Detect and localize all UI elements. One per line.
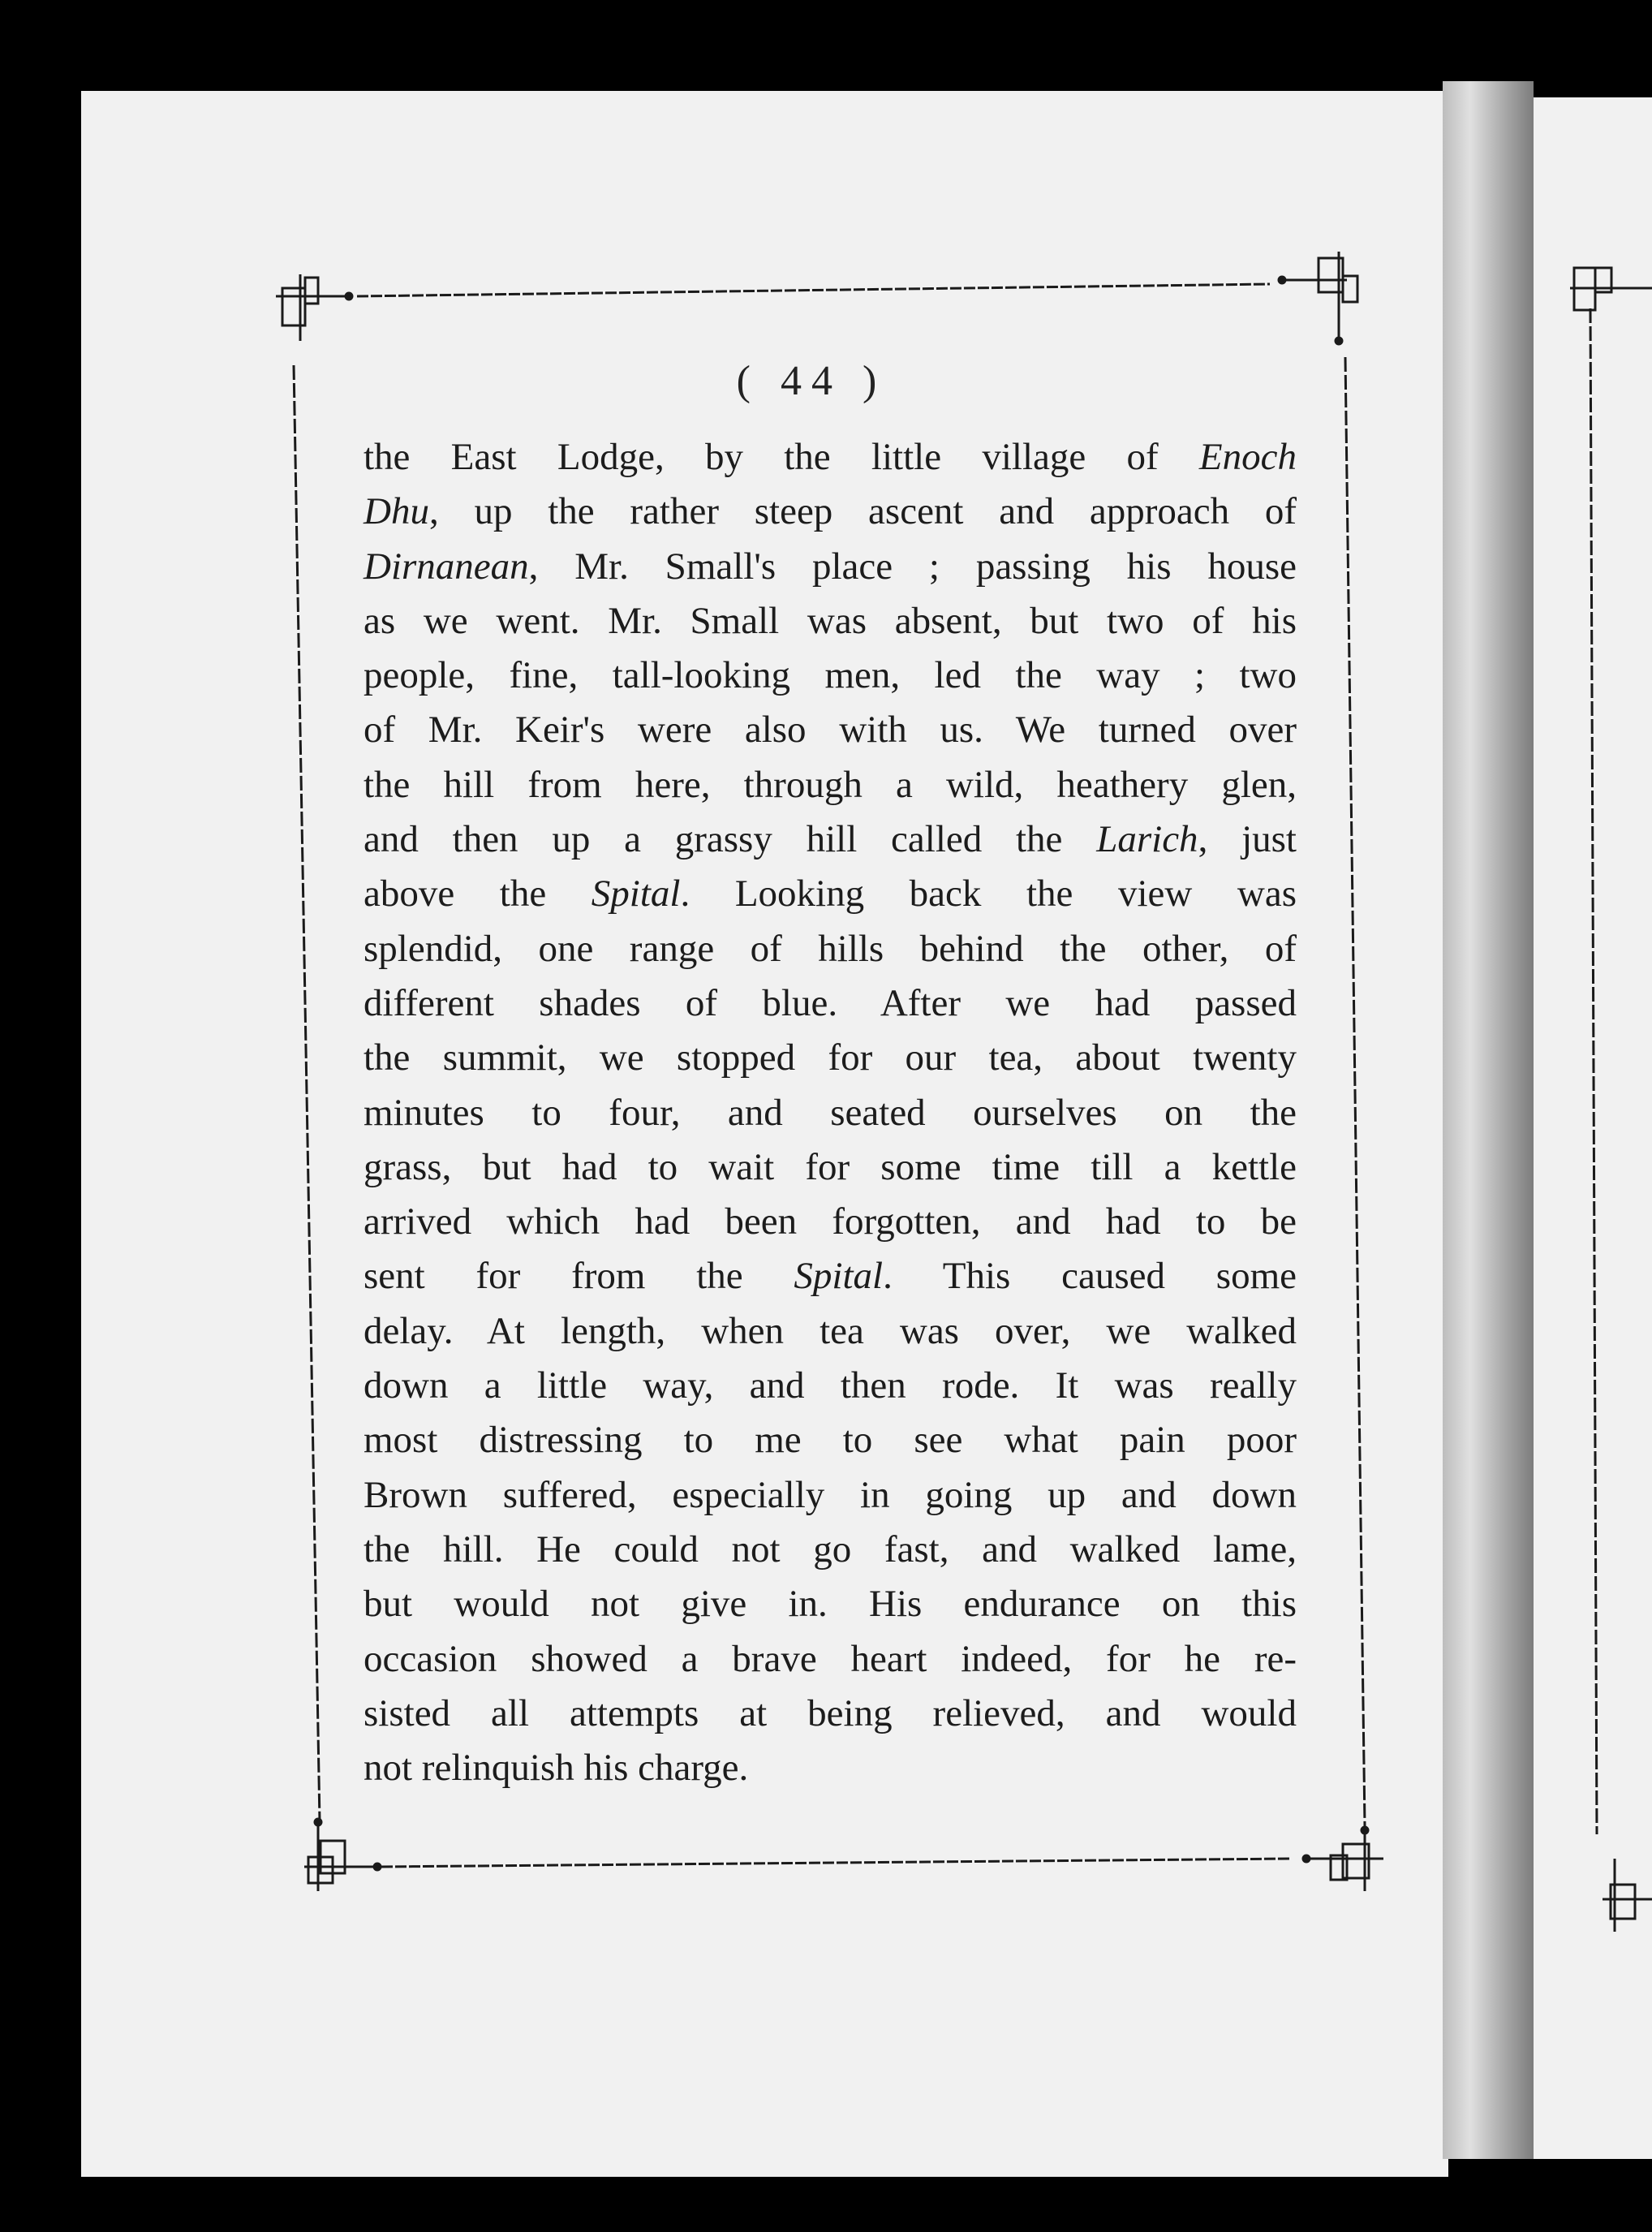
text-line <box>364 1523 1297 1577</box>
text-segment: the summit, we stopped for our tea, about twenty <box>364 1036 1297 1079</box>
frame-top-rule <box>357 284 1270 296</box>
text-segment: above the <box>364 873 592 916</box>
text-line <box>364 812 1297 867</box>
text-segment: splendid, one range of hills behind the other, of <box>364 927 1297 970</box>
text-line <box>364 1304 1297 1359</box>
text-line <box>364 1741 1297 1795</box>
text-segment: , just <box>1198 818 1297 861</box>
text-line <box>364 1687 1297 1741</box>
text-line <box>364 758 1297 812</box>
text-segment: . Looking back the view was <box>680 873 1297 916</box>
text-line <box>364 1195 1297 1249</box>
text-segment: sisted all attempts at being relieved, and would <box>364 1691 1297 1734</box>
facing-page-ornaments <box>1570 268 1652 1932</box>
corner-ornament-bottom-right <box>1303 1827 1383 1891</box>
text-line <box>364 1468 1297 1523</box>
text-line <box>364 1632 1297 1687</box>
text-line <box>364 1031 1297 1085</box>
corner-ornament-top-right <box>1279 252 1357 344</box>
corner-ornament-bottom-left <box>304 1819 381 1891</box>
text-segment: arrived which had been forgotten, and had to be <box>364 1200 1297 1243</box>
text-segment: the hill from here, through a wild, heathery glen, <box>364 763 1297 806</box>
italic-place-name: Dhu <box>364 490 429 533</box>
text-segment: as we went. Mr. Small was absent, but two of his <box>364 599 1297 642</box>
text-line <box>364 922 1297 976</box>
text-line <box>364 1413 1297 1467</box>
text-segment: and then up a grassy hill called the <box>364 818 1097 861</box>
text-segment: , up the rather steep ascent and approach of <box>428 490 1297 533</box>
text-line <box>364 867 1297 921</box>
text-segment: but would not give in. His endurance on this <box>364 1583 1297 1626</box>
corner-ornament-top-left <box>276 274 352 341</box>
italic-place-name: Spital <box>591 873 681 916</box>
text-segment: minutes to four, and seated ourselves on the <box>364 1091 1297 1134</box>
page-number: ( 44 ) <box>736 358 887 404</box>
text-segment: not relinquish his charge. <box>364 1747 749 1790</box>
body-text <box>364 430 1297 1795</box>
frame-bottom-rule <box>381 1859 1290 1867</box>
text-segment: people, fine, tall-looking men, led the way ; two <box>364 654 1297 697</box>
text-line <box>364 703 1297 757</box>
text-line <box>364 1577 1297 1631</box>
italic-place-name: Enoch <box>1198 436 1297 478</box>
frame-left-rule <box>294 365 320 1822</box>
text-segment: the East Lodge, by the little village of <box>364 436 1199 478</box>
text-segment: grass, but had to wait for some time till a kettle <box>364 1145 1297 1188</box>
text-segment: of Mr. Keir's were also with us. We turned over <box>364 709 1297 752</box>
text-segment: Brown suffered, especially in going up and down <box>364 1473 1297 1516</box>
text-segment: delay. At length, when tea was over, we walked <box>364 1309 1297 1352</box>
text-line <box>364 430 1297 485</box>
italic-place-name: Larich <box>1096 818 1198 861</box>
text-line <box>364 540 1297 594</box>
italic-place-name: Dirnanean <box>364 545 529 588</box>
text-segment: down a little way, and then rode. It was really <box>364 1364 1297 1407</box>
italic-place-name: Spital <box>794 1255 884 1298</box>
frame-right-rule <box>1345 357 1365 1826</box>
text-line <box>364 485 1297 539</box>
text-line <box>364 648 1297 703</box>
text-line <box>364 1359 1297 1413</box>
text-segment: most distressing to me to see what pain poor <box>364 1419 1297 1462</box>
text-segment: sent for from the <box>364 1255 794 1298</box>
text-segment: . This caused some <box>883 1255 1297 1298</box>
text-line <box>364 976 1297 1031</box>
text-line <box>364 1140 1297 1195</box>
text-segment: the hill. He could not go fast, and walked lame, <box>364 1527 1297 1571</box>
text-line <box>364 1249 1297 1303</box>
text-segment: occasion showed a brave heart indeed, for he re- <box>364 1637 1297 1680</box>
text-line <box>364 1086 1297 1140</box>
text-line <box>364 594 1297 648</box>
text-segment: different shades of blue. After we had passed <box>364 981 1297 1024</box>
text-segment: , Mr. Small's place ; passing his house <box>528 545 1297 588</box>
